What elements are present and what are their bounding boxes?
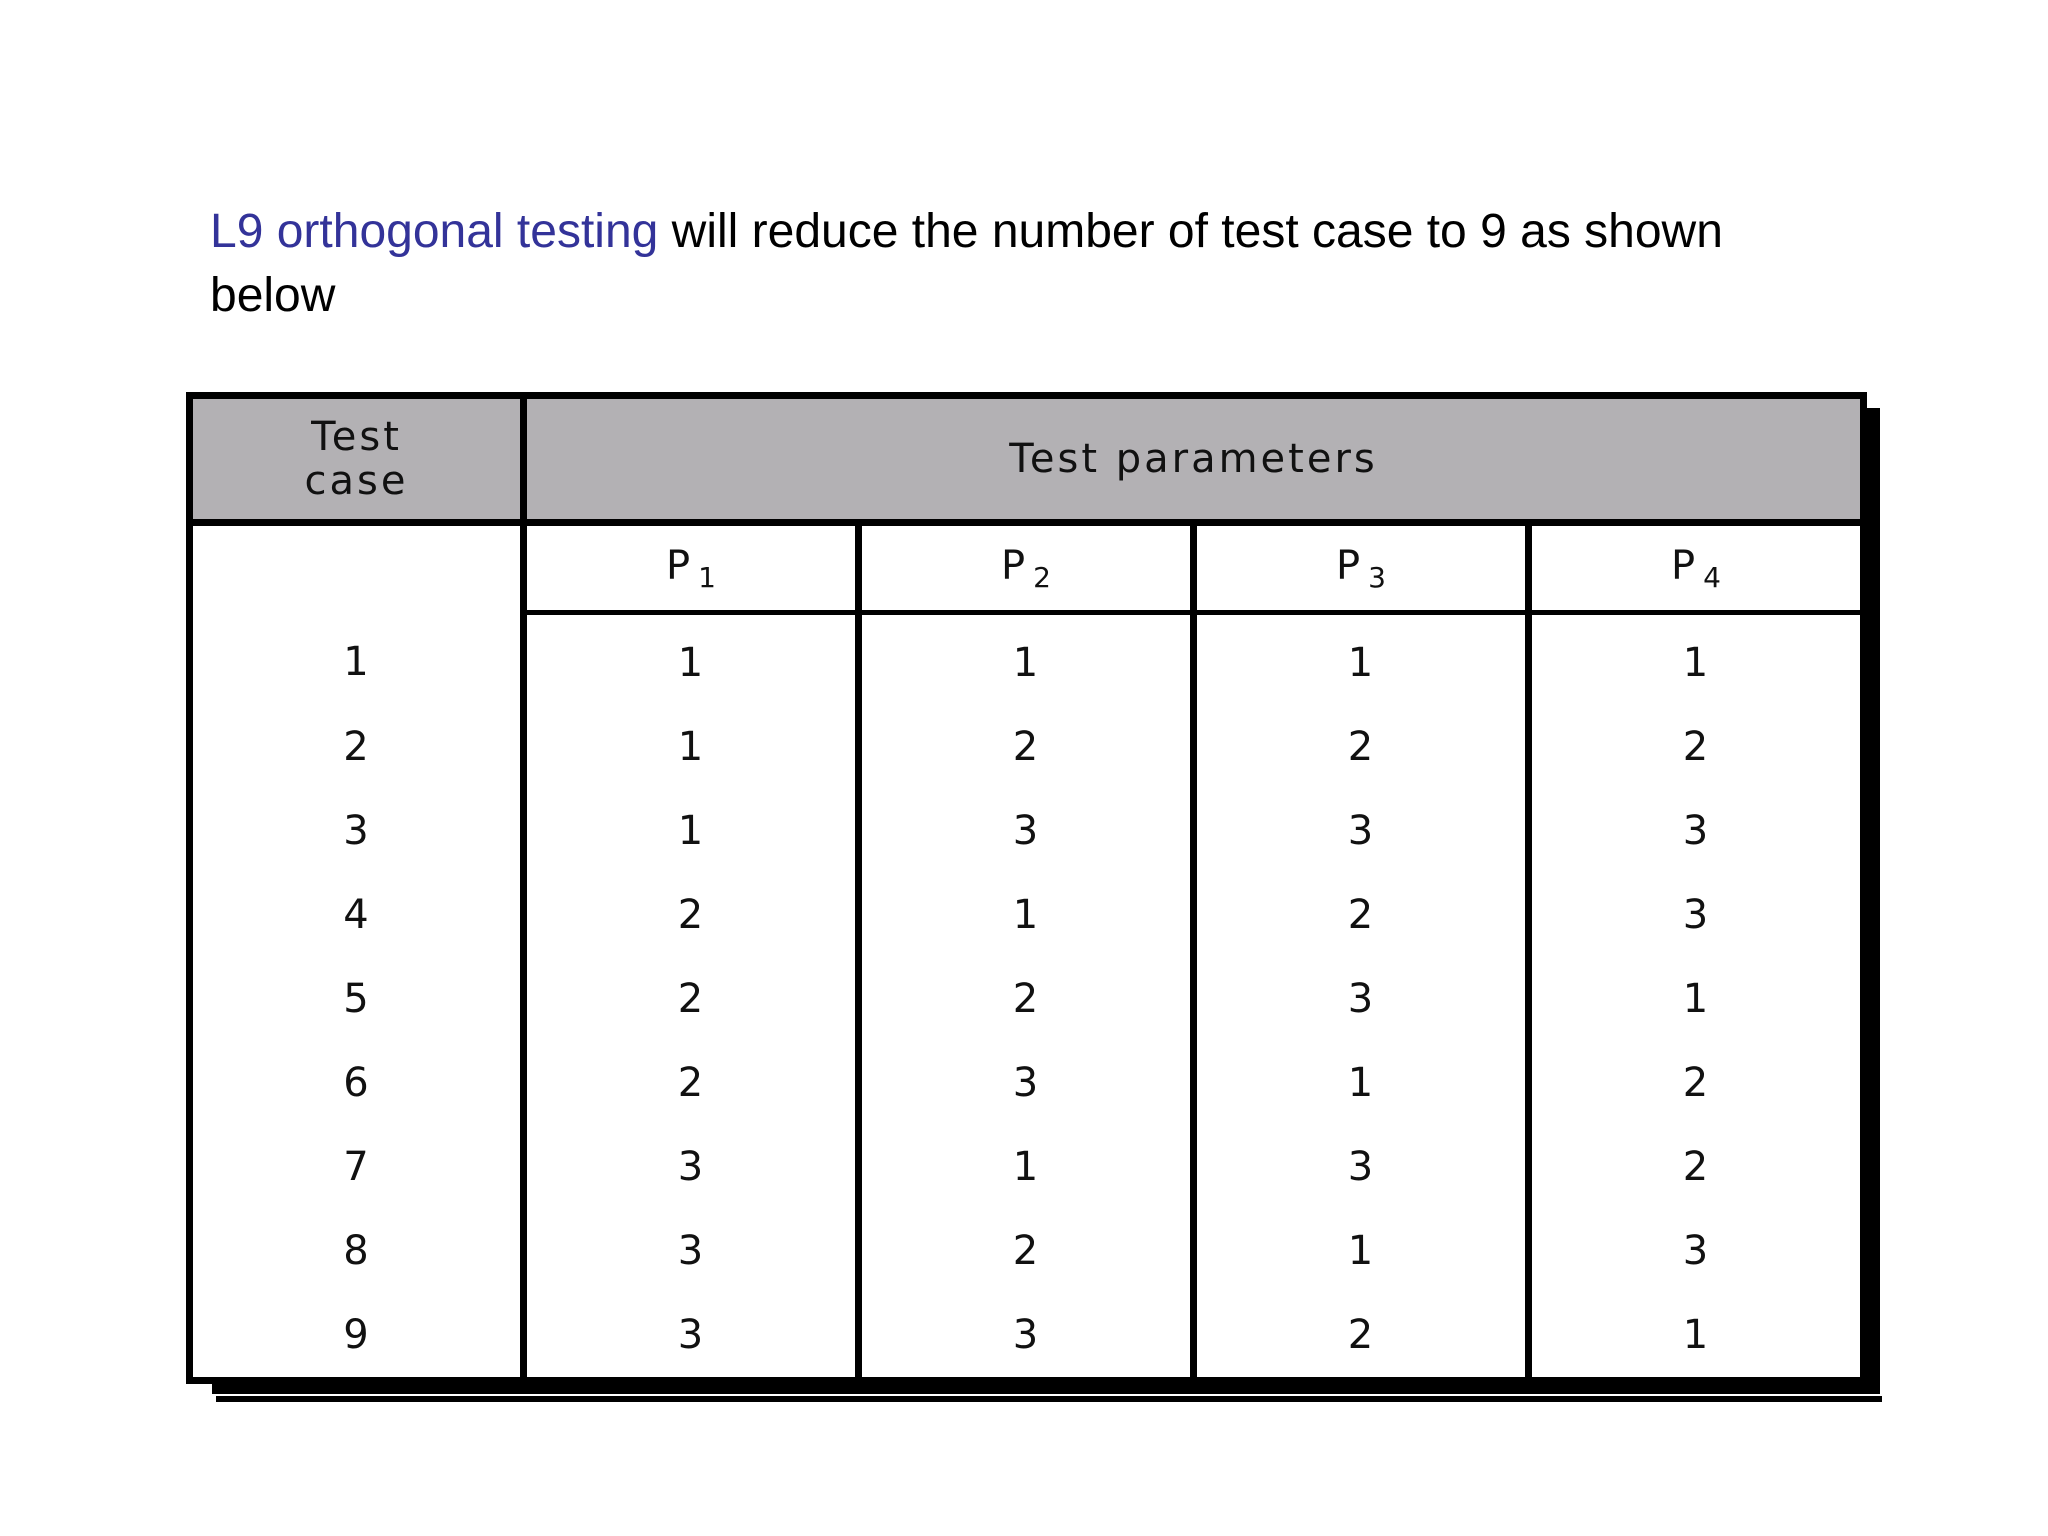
table-row	[190, 1209, 1864, 1293]
p1-cell: 1	[524, 613, 859, 706]
test-case-cell: 1	[190, 613, 524, 706]
p1-cell: 2	[524, 873, 859, 957]
table-row	[190, 1041, 1864, 1125]
p2-cell: 2	[859, 1209, 1194, 1293]
test-case-cell: 4	[190, 873, 524, 957]
test-case-header-line2: case	[304, 458, 409, 504]
param-header-empty	[190, 523, 524, 613]
param-index: 3	[1368, 560, 1386, 594]
param-header-p1	[524, 523, 859, 613]
param-letter: P	[1671, 542, 1696, 589]
param-index: 2	[1033, 560, 1051, 594]
param-header-p3	[1194, 523, 1529, 613]
test-case-cell: 9	[190, 1293, 524, 1381]
p1-cell: 3	[524, 1209, 859, 1293]
p3-cell: 1	[1194, 1041, 1529, 1125]
p3-cell: 2	[1194, 1293, 1529, 1381]
p1-cell: 2	[524, 1041, 859, 1125]
intro-text	[210, 200, 1770, 328]
param-letter: P	[666, 542, 691, 589]
test-case-header	[190, 396, 524, 523]
table-shadow-line	[216, 1396, 1882, 1402]
param-index: 1	[698, 560, 716, 594]
p3-cell: 3	[1194, 789, 1529, 873]
param-index: 4	[1703, 560, 1721, 594]
test-case-cell: 7	[190, 1125, 524, 1209]
param-header-p2	[859, 523, 1194, 613]
p3-cell: 2	[1194, 705, 1529, 789]
p2-cell: 3	[859, 1293, 1194, 1381]
p3-cell: 2	[1194, 873, 1529, 957]
table-row	[190, 1125, 1864, 1209]
p2-cell: 3	[859, 1041, 1194, 1125]
p4-cell: 2	[1529, 1041, 1864, 1125]
param-letter: P	[1001, 542, 1026, 589]
l9-table	[186, 392, 1867, 1384]
table-row	[190, 957, 1864, 1041]
table-row	[190, 873, 1864, 957]
test-case-cell: 5	[190, 957, 524, 1041]
p1-cell: 3	[524, 1125, 859, 1209]
p4-cell: 1	[1529, 613, 1864, 706]
p2-cell: 1	[859, 873, 1194, 957]
p4-cell: 3	[1529, 873, 1864, 957]
table-row	[190, 789, 1864, 873]
intro-highlight: L9 orthogonal testing	[210, 205, 659, 258]
p2-cell: 1	[859, 1125, 1194, 1209]
param-header-row	[190, 523, 1864, 613]
param-letter: P	[1336, 542, 1361, 589]
p4-cell: 2	[1529, 1125, 1864, 1209]
p4-cell: 2	[1529, 705, 1864, 789]
p4-cell: 3	[1529, 1209, 1864, 1293]
p2-cell: 2	[859, 705, 1194, 789]
p3-cell: 3	[1194, 1125, 1529, 1209]
orthogonal-array-table	[186, 392, 1862, 1384]
header-row	[190, 396, 1864, 523]
test-parameters-header: Test parameters	[524, 396, 1864, 523]
p1-cell: 1	[524, 705, 859, 789]
table-row	[190, 613, 1864, 706]
p1-cell: 1	[524, 789, 859, 873]
p1-cell: 2	[524, 957, 859, 1041]
p3-cell: 3	[1194, 957, 1529, 1041]
test-case-cell: 2	[190, 705, 524, 789]
test-case-header-line1: Test	[311, 414, 402, 460]
p2-cell: 2	[859, 957, 1194, 1041]
p4-cell: 1	[1529, 1293, 1864, 1381]
p2-cell: 1	[859, 613, 1194, 706]
table-row	[190, 705, 1864, 789]
p4-cell: 3	[1529, 789, 1864, 873]
table-row	[190, 1293, 1864, 1381]
p3-cell: 1	[1194, 613, 1529, 706]
test-case-cell: 8	[190, 1209, 524, 1293]
param-header-p4	[1529, 523, 1864, 613]
p4-cell: 1	[1529, 957, 1864, 1041]
p1-cell: 3	[524, 1293, 859, 1381]
intro-rest: will reduce the number of test case to 9 as shown below	[210, 205, 1723, 322]
p2-cell: 3	[859, 789, 1194, 873]
test-case-cell: 3	[190, 789, 524, 873]
test-case-cell: 6	[190, 1041, 524, 1125]
p3-cell: 1	[1194, 1209, 1529, 1293]
